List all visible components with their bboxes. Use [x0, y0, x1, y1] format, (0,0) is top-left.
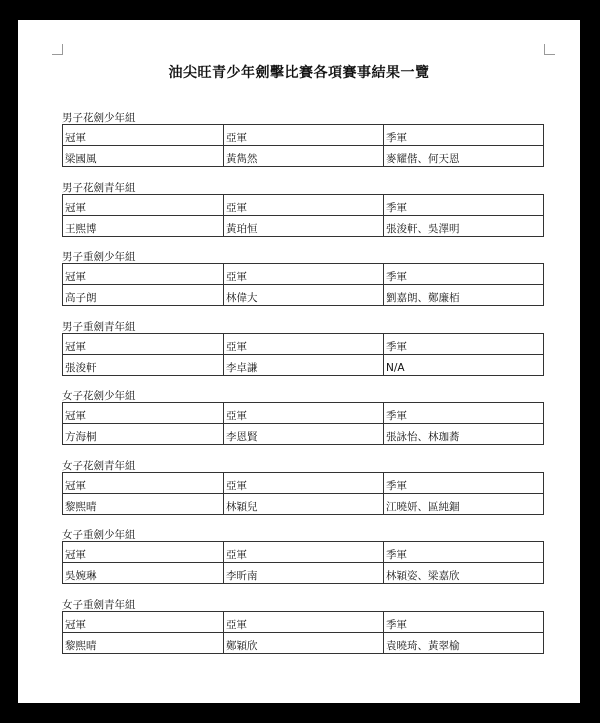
runner-up-header: 亞軍 [224, 473, 384, 494]
third-place-cell: 劉嘉朗、鄭廉栢 [384, 285, 544, 306]
champion-cell: 張浚軒 [63, 355, 224, 376]
third-place-cell: N/A [384, 355, 544, 376]
runner-up-cell: 李昕南 [224, 563, 384, 584]
champion-header: 冠軍 [63, 334, 224, 355]
results-table [62, 472, 544, 515]
table-row [63, 494, 544, 515]
runner-up-header: 亞軍 [224, 125, 384, 146]
results-table [62, 541, 544, 584]
third-place-header: 季軍 [384, 612, 544, 633]
table-row [63, 633, 544, 654]
runner-up-cell: 鄭穎欣 [224, 633, 384, 654]
table-header-row [63, 264, 544, 285]
results-table [62, 263, 544, 306]
category-heading: 男子重劍少年組 [62, 251, 136, 263]
runner-up-header: 亞軍 [224, 612, 384, 633]
third-place-cell: 江曉妍、區純錮 [384, 494, 544, 515]
results-table [62, 402, 544, 445]
page-corner-mark [544, 44, 555, 55]
runner-up-header: 亞軍 [224, 403, 384, 424]
runner-up-cell: 林偉大 [224, 285, 384, 306]
category-heading: 女子重劍少年組 [62, 529, 136, 541]
table-header-row [63, 542, 544, 563]
third-place-cell: 麥耀偕、何天恩 [384, 146, 544, 167]
table-row [63, 355, 544, 376]
runner-up-cell: 李恩賢 [224, 424, 384, 445]
champion-header: 冠軍 [63, 195, 224, 216]
results-table [62, 611, 544, 654]
champion-cell: 王熙博 [63, 216, 224, 237]
champion-header: 冠軍 [63, 473, 224, 494]
category-heading: 男子花劍少年組 [62, 112, 136, 124]
table-row [63, 216, 544, 237]
third-place-cell: 張浚軒、吳澤明 [384, 216, 544, 237]
category-heading: 女子花劍青年組 [62, 460, 136, 472]
category-heading: 女子重劍青年組 [62, 599, 136, 611]
third-place-header: 季軍 [384, 403, 544, 424]
runner-up-cell: 黃雋然 [224, 146, 384, 167]
table-row [63, 563, 544, 584]
third-place-header: 季軍 [384, 125, 544, 146]
page-corner-mark [52, 44, 63, 55]
runner-up-header: 亞軍 [224, 542, 384, 563]
third-place-cell: 袁曉琦、黃翠榆 [384, 633, 544, 654]
third-place-header: 季軍 [384, 195, 544, 216]
table-header-row [63, 473, 544, 494]
champion-header: 冠軍 [63, 125, 224, 146]
champion-cell: 吳婉琳 [63, 563, 224, 584]
champion-header: 冠軍 [63, 542, 224, 563]
document-page [18, 20, 580, 703]
table-header-row [63, 195, 544, 216]
third-place-header: 季軍 [384, 264, 544, 285]
table-header-row [63, 334, 544, 355]
document-title: 油尖旺青少年劍擊比賽各項賽事結果一覽 [168, 65, 430, 81]
category-heading: 男子花劍青年組 [62, 182, 136, 194]
champion-cell: 高子朗 [63, 285, 224, 306]
runner-up-header: 亞軍 [224, 334, 384, 355]
table-header-row [63, 125, 544, 146]
results-table [62, 333, 544, 376]
table-header-row [63, 612, 544, 633]
third-place-cell: 張詠怡、林珈蕎 [384, 424, 544, 445]
results-table [62, 194, 544, 237]
third-place-header: 季軍 [384, 334, 544, 355]
category-heading: 女子花劍少年組 [62, 390, 136, 402]
champion-cell: 黎熙晴 [63, 633, 224, 654]
champion-cell: 方海桐 [63, 424, 224, 445]
runner-up-cell: 林穎兒 [224, 494, 384, 515]
results-table [62, 124, 544, 167]
table-row [63, 424, 544, 445]
table-row [63, 146, 544, 167]
third-place-header: 季軍 [384, 473, 544, 494]
champion-header: 冠軍 [63, 403, 224, 424]
category-heading: 男子重劍青年組 [62, 321, 136, 333]
champion-header: 冠軍 [63, 264, 224, 285]
third-place-header: 季軍 [384, 542, 544, 563]
table-row [63, 285, 544, 306]
table-header-row [63, 403, 544, 424]
runner-up-header: 亞軍 [224, 195, 384, 216]
third-place-cell: 林穎姿、梁嘉欣 [384, 563, 544, 584]
runner-up-cell: 李卓謙 [224, 355, 384, 376]
champion-cell: 梁國風 [63, 146, 224, 167]
champion-cell: 黎熙晴 [63, 494, 224, 515]
runner-up-cell: 黃珀恒 [224, 216, 384, 237]
runner-up-header: 亞軍 [224, 264, 384, 285]
champion-header: 冠軍 [63, 612, 224, 633]
